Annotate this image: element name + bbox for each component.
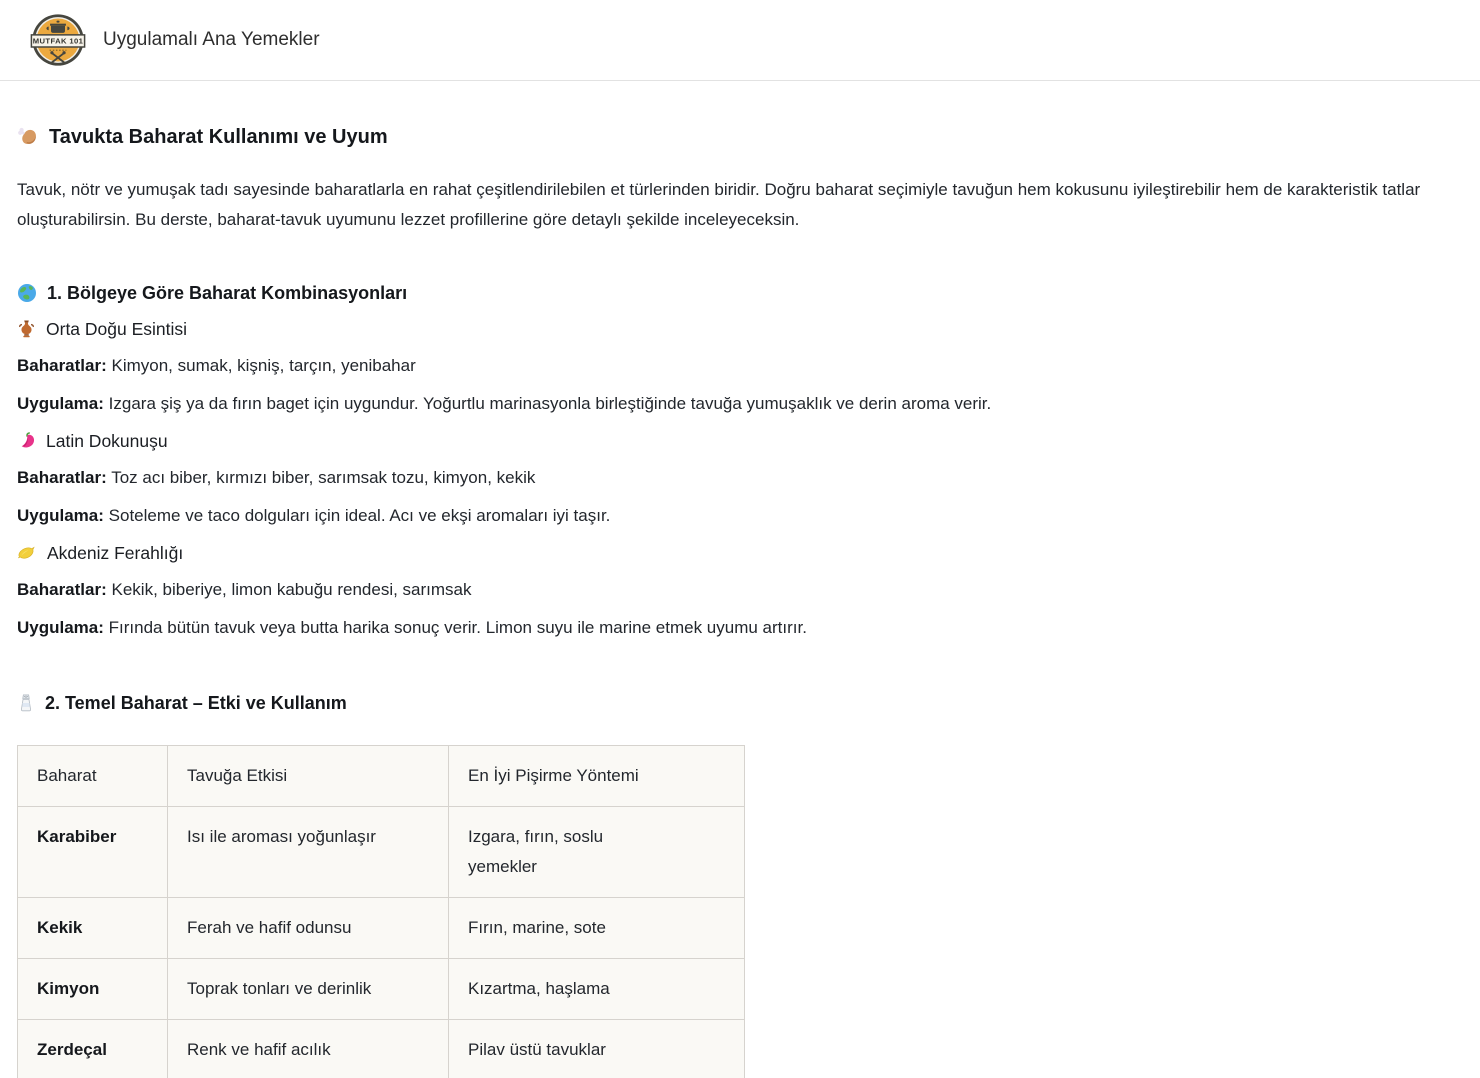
lesson-content	[0, 125, 1480, 1078]
column-header-spice: Baharat	[18, 746, 168, 807]
column-header-effect: Tavuğa Etkisi	[168, 746, 449, 807]
usage-label: Uygulama:	[17, 394, 104, 413]
pepper-icon	[17, 431, 36, 451]
spice-name: Kekik	[18, 898, 168, 959]
lemon-icon	[17, 543, 37, 563]
column-header-method: En İyi Pişirme Yöntemi	[449, 746, 745, 807]
spice-effect: Toprak tonları ve derinlik	[168, 959, 449, 1020]
spices-label: Baharatlar:	[17, 356, 107, 375]
region-3-spices	[17, 577, 1463, 603]
region-2-title	[17, 429, 1463, 453]
logo-text: MUTFAK 101	[32, 36, 84, 46]
spice-method-text: Izgara, fırın, soslu yemekler	[468, 827, 604, 876]
table-row	[18, 959, 745, 1020]
region-3-title	[17, 541, 1463, 565]
spice-method: Kızartma, haşlama	[449, 959, 745, 1020]
section-2-title	[17, 691, 1463, 715]
drumstick-icon	[17, 126, 39, 148]
section-1-title	[17, 281, 1463, 305]
region-2-spices	[17, 465, 1463, 491]
table-header-row	[18, 746, 745, 807]
table-row	[18, 1020, 745, 1078]
region-1-usage	[17, 391, 1463, 417]
table-row	[18, 898, 745, 959]
spices-label: Baharatlar:	[17, 580, 107, 599]
salt-shaker-icon	[17, 693, 35, 713]
app-header	[0, 0, 1480, 81]
mutfak-101-badge-icon	[30, 9, 86, 71]
region-3-usage	[17, 615, 1463, 641]
usage-label: Uygulama:	[17, 618, 104, 637]
region-3-usage-text: Fırında bütün tavuk veya butta harika sonuç verir. Limon suyu ile marine etmek uyumu artırır.	[108, 618, 807, 637]
region-2-title-text: Latin Dokunuşu	[46, 431, 168, 451]
region-1-usage-text: Izgara şiş ya da fırın baget için uygundur. Yoğurtlu marinasyonla birleştiğinde tavuğa yumuşaklık ve derin aroma verir.	[108, 394, 992, 413]
spice-method: Fırın, marine, sote	[449, 898, 745, 959]
section-2-title-text: 2. Temel Baharat – Etki ve Kullanım	[45, 693, 347, 713]
spices-label: Baharatlar:	[17, 468, 107, 487]
spice-method	[449, 807, 745, 898]
lesson-intro: Tavuk, nötr ve yumuşak tadı sayesinde baharatlarla en rahat çeşitlendirilebilen et türlerinden biridir. Doğru baharat seçimiyle tavuğun hem kokusunu iyileştirebilir hem de karakteristik tatlar oluşturabilirsin. Bu derste, baharat-tavuk uyumunu lezzet profillerine göre detaylı şekilde inceleyeceksin.	[17, 180, 1421, 229]
amphora-icon	[17, 319, 36, 339]
spice-table	[17, 745, 745, 1078]
lesson-title	[17, 125, 1463, 149]
usage-label: Uygulama:	[17, 506, 104, 525]
region-1-spices-text: Kimyon, sumak, kişniş, tarçın, yenibahar	[111, 356, 416, 375]
region-2-spices-text: Toz acı biber, kırmızı biber, sarımsak tozu, kimyon, kekik	[111, 468, 536, 487]
region-3-title-text: Akdeniz Ferahlığı	[47, 543, 184, 563]
spice-name: Karabiber	[18, 807, 168, 898]
region-2-usage	[17, 503, 1463, 529]
spice-effect: Isı ile aroması yoğunlaşır	[168, 807, 449, 898]
spice-name: Kimyon	[18, 959, 168, 1020]
app-title: Uygulamalı Ana Yemekler	[103, 29, 320, 50]
region-1-title	[17, 317, 1463, 341]
globe-icon	[17, 283, 37, 303]
lesson-title-text: Tavukta Baharat Kullanımı ve Uyum	[49, 126, 388, 148]
spice-effect: Ferah ve hafif odunsu	[168, 898, 449, 959]
region-1-title-text: Orta Doğu Esintisi	[46, 319, 188, 339]
region-2-usage-text: Soteleme ve taco dolguları için ideal. Acı ve ekşi aromaları iyi taşır.	[108, 506, 611, 525]
region-1-spices	[17, 353, 1463, 379]
region-3-spices-text: Kekik, biberiye, limon kabuğu rendesi, sarımsak	[111, 580, 472, 599]
spice-name: Zerdeçal	[18, 1020, 168, 1078]
table-row	[18, 807, 745, 898]
spice-effect: Renk ve hafif acılık	[168, 1020, 449, 1078]
mutfak-101-logo[interactable]	[30, 9, 86, 71]
spice-method: Pilav üstü tavuklar	[449, 1020, 745, 1078]
section-1-title-text: 1. Bölgeye Göre Baharat Kombinasyonları	[47, 283, 408, 303]
